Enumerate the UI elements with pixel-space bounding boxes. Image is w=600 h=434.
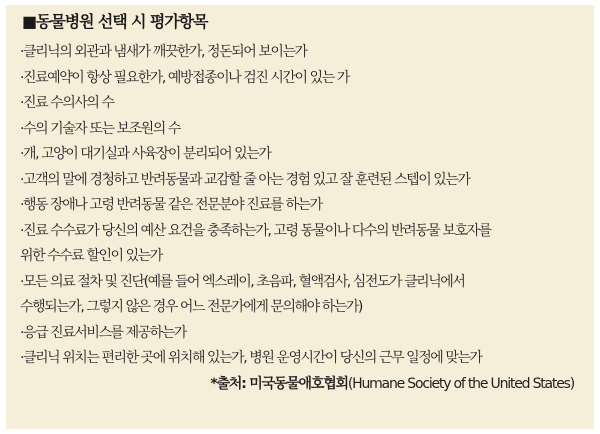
criteria-item	[20, 346, 582, 372]
criteria-item	[20, 40, 582, 66]
criteria-item	[20, 270, 582, 321]
source-text: (Humane Society of the United States)	[347, 375, 574, 392]
criteria-item-text: ·모든 의료 절차 및 진단(예를 들어 엑스레이, 초음파, 혈액검사, 심전도가 클리닉에서	[20, 273, 465, 290]
criteria-item-text: ·진료 수수료가 당신의 예산 요건을 충족하는가, 고령 동물이나 다수의 반려동물 보호자를	[20, 222, 491, 239]
criteria-item	[20, 91, 582, 117]
criteria-list	[20, 40, 582, 372]
criteria-item-text: ·행동 장애나 고령 반려동물 같은 전문분야 진료를 하는가	[20, 197, 322, 213]
box-title: ■동물병원 선택 시 평가항목	[22, 12, 208, 31]
criteria-item-text: ·수의 기술자 또는 보조원의 수	[20, 120, 180, 137]
source-citation	[20, 373, 582, 395]
criteria-item-text: ·진료 수의사의 수	[20, 95, 114, 111]
criteria-item	[20, 117, 582, 143]
criteria-item	[20, 142, 582, 168]
criteria-item-text: ·응급 진료서비스를 제공하는가	[20, 324, 186, 341]
source-label: *출처: 미국동물애호협회	[210, 375, 348, 392]
criteria-item-text-continued: 위한 수수료 할인이 있는가	[20, 248, 162, 264]
criteria-item-text: ·진료예약이 항상 필요한가, 예방접종이나 검진 시간이 있는 가	[20, 69, 349, 86]
criteria-item-text: ·클리닉의 외관과 냄새가 깨끗한가, 정돈되어 보이는가	[20, 44, 307, 60]
criteria-item-text-continued: 수행되는가, 그렇지 않은 경우 어느 전문가에게 문의해야 하는가)	[20, 299, 362, 315]
criteria-item	[20, 219, 582, 270]
evaluation-criteria-box	[6, 5, 594, 429]
criteria-item	[20, 321, 582, 347]
criteria-item	[20, 66, 582, 92]
criteria-item-text: ·고객의 말에 경청하고 반려동물과 교감할 줄 아는 경험 있고 잘 훈련된 스텝이 있는가	[20, 171, 470, 188]
criteria-item-text: ·클리닉 위치는 편리한 곳에 위치해 있는가, 병원 운영시간이 당신의 근무 일정에 맞는가	[20, 350, 482, 366]
criteria-item	[20, 193, 582, 219]
criteria-item-text: ·개, 고양이 대기실과 사육장이 분리되어 있는가	[20, 146, 271, 162]
criteria-item	[20, 168, 582, 194]
